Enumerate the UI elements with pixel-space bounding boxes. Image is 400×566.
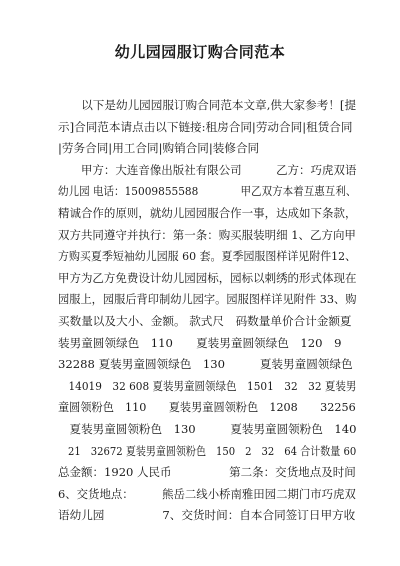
body-line: 买数量以及大小、金额。 款式尺 码数量单价合计金额夏 [58,313,352,328]
document-title: 幼儿园园服订购合同范本 [114,43,286,61]
document-body [58,95,356,527]
body-line: 甲方为乙方免费设计幼儿园园标，园标以剌绣的形式体现在 [58,270,357,285]
body-line: 6、交货地点： 熊岳二线小桥南雅田园二期门市巧虎双 [58,486,356,501]
body-line: 总金额：1920 人民币 第二条：交货地点及时间 [58,465,356,480]
body-line: |劳务合同|用工合同|购销合同|装修合同 [58,141,260,156]
body-line: 示]合同范本请点击以下链接:租房合同|劳动合同|租赁合同 [58,119,353,134]
body-line: 园服上，园服后背印制幼儿园字。园服图样详见附件 33、购 [58,292,357,307]
body-line: 甲方：大连音像出版社有限公司 乙方：巧虎双语 [58,162,357,177]
body-line: 语幼儿园 7、交货时间：自本合同签订日甲方收 [58,508,356,523]
body-line: 双方共同遵守并执行：第一条：购买服装明细 1、乙方向甲 [58,227,356,242]
body-line: 方购买夏季短袖幼儿园服 60 套。夏季园服图样详见附件12、 [58,249,357,264]
body-line: 以下是幼儿园园服订购合同范本文章,供大家参考！[提 [58,98,357,112]
body-line: 21 32672 夏装男童圆领粉色 150 2 32 64 合计数量 60 [58,443,357,458]
body-line: 精诚合作的原则，就幼儿园园服合作一事，达成如下条款， [58,205,357,220]
body-line: 童圆领粉色 110 夏装男童圆领粉色 1208 32256 [58,400,356,415]
body-line: 夏装男童圆领粉色 130 夏装男童圆领粉色 140 [58,421,357,436]
body-line: 32288 夏装男童圆领绿色 130 夏装男童圆领绿色 [58,357,353,372]
body-line: 装男童圆领绿色 110 夏装男童圆领绿色 120 9 [58,335,342,350]
body-line: 14019 32 608 夏装男童圆领绿色 1501 32 32 夏装男 [58,378,357,393]
body-line: 幼儿园 电话：15009855588 甲乙双方本着互惠互利、 [58,184,357,199]
